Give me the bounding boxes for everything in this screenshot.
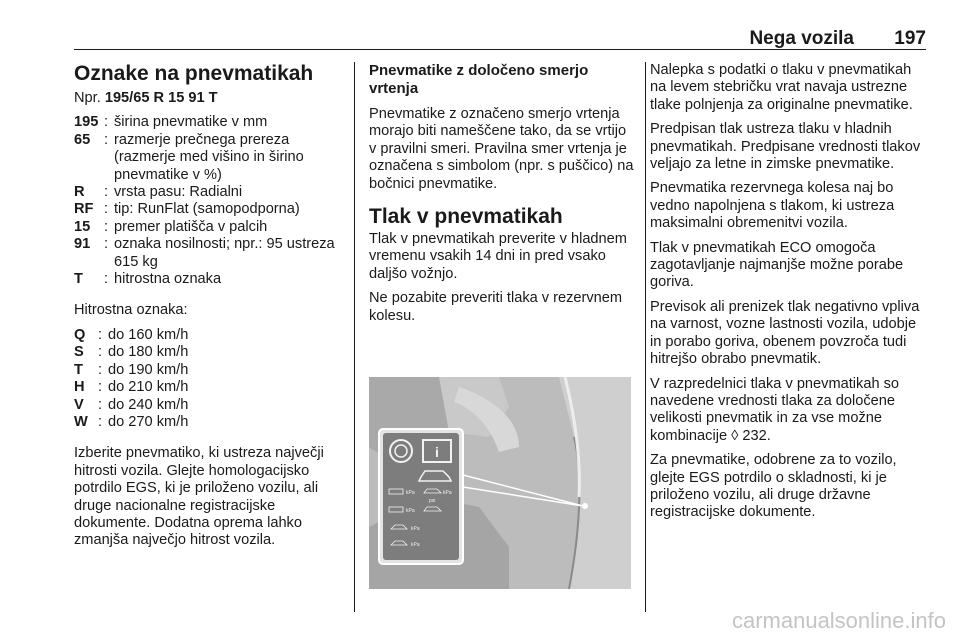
definition-term: RF [74,201,94,218]
definition-term: R [74,184,85,201]
definition-desc: razmerje prečnega prereza (razmerje med višino in širino pnevmatike v %) [114,131,304,183]
label-unit: kPa [411,542,420,548]
definition-term: 65 [74,131,91,148]
column-1 [74,62,342,557]
speed-term: H [74,379,85,396]
speed-row: H : do 210 km/h [74,379,342,396]
example-prefix: Npr. [74,90,101,106]
definition-row: 91 : oznaka nosilnosti; npr.: 95 ustreza 615 kg [74,236,342,271]
definition-row: R : vrsta pasu: Radialni [74,184,342,201]
speed-term: T [74,361,83,378]
watermark: carmanualsonline.info [731,608,946,633]
speed-row: S : do 180 km/h [74,344,342,361]
speed-row: W : do 270 km/h [74,414,342,431]
label-psi: psi [429,498,436,504]
speed-term: Q [74,326,86,343]
directional-tires-heading: Pnevmatike z določeno smerjo vrtenja [369,62,589,97]
body-paragraph: Nalepka s podatki o tlaku v pnevmatikah na levem stebričku vrat navaja ustrezne tlake polnjenja za originalne pnevmatike. [650,62,913,113]
page-number: 197 [894,28,926,49]
definition-row: 195 : širina pnevmatike v mm [74,114,342,131]
spare-wheel-paragraph: Ne pozabite preveriti tlaka v rezervnem kolesu. [369,290,623,324]
tire-markings-heading: Oznake na pnevmatikah [74,62,314,85]
column-2 [369,62,634,332]
definition-term: T [74,271,83,288]
body-paragraph: Tlak v pnevmatikah ECO omogoča zagotavljanje najmanjše možne porabe goriva. [650,239,904,291]
definition-desc: širina pnevmatike v mm [114,114,268,131]
speed-row: Q : do 160 km/h [74,327,342,344]
definition-desc: tip: RunFlat (samopodporna) [114,201,300,218]
page-header [74,28,926,48]
label-unit: kPa [443,490,452,496]
speed-heading: Hitrostna oznaka: [74,302,188,319]
speed-term: S [74,344,84,361]
speed-desc: do 160 km/h [108,326,189,343]
definition-row: 15 : premer platišča v palcih [74,219,342,236]
label-unit: kPa [406,508,415,514]
body-paragraph: Previsok ali prenizek tlak negativno vpliva na varnost, vozne lastnosti vozila, udobje in porabo goriva, obenem povzroča tudi hitrejšo obrabo pnevmatik. [650,298,920,368]
speed-desc: do 210 km/h [108,379,189,396]
speed-term: V [74,396,84,413]
definition-term: 15 [74,218,91,235]
label-unit: kPa [406,490,415,496]
column-divider-2 [645,62,646,612]
speed-term: W [74,413,88,430]
definition-desc: vrsta pasu: Radialni [114,184,243,201]
speed-rating-list [74,327,342,431]
body-paragraph: Pnevmatika rezervnega kolesa naj bo vedno napolnjena s tlakom, ki ustreza maksimalni obremenitvi vozila. [650,180,895,232]
speed-desc: do 240 km/h [108,396,189,413]
speed-row: T : do 190 km/h [74,362,342,379]
header-divider [74,49,926,50]
example-code: 195/65 R 15 91 T [104,90,218,106]
definition-desc: oznaka nosilnosti; npr.: 95 ustreza 615 kg [114,236,335,270]
pressure-check-paragraph: Tlak v pnevmatikah preverite v hladnem vremenu vsakih 14 dni in pred vsako daljšo vožnjo. [369,231,627,282]
definition-row: RF : tip: RunFlat (samopodporna) [74,201,342,218]
label-unit: kPa [411,526,420,532]
speed-desc: do 190 km/h [108,361,189,378]
tire-code-definitions [74,114,342,288]
speed-row: V : do 240 km/h [74,397,342,414]
definition-row: 65 : razmerje prečnega prereza (razmerje med višino in širino pnevmatike v %) [74,132,342,184]
directional-tires-paragraph: Pnevmatike z označeno smerjo vrtenja morajo biti nameščene tako, da se vrtijo v pravilni smeri. Pravilna smer vrtenja je označena s simbolom (npr. s puščico) na bočnici pnevmatike. [369,106,634,192]
speed-closing-paragraph: Izberite pnevmatiko, ki ustreza največji hitrosti vozila. Glejte homologacijsko potrdilo EGS, ki je priloženo vozilu, ali druge nacionalne registracijske dokumente. Dodatna oprema lahko zmanjša največjo hitrost vozila. [74,445,324,549]
column-divider-1 [354,62,355,612]
tire-pressure-heading: Tlak v pnevmatikah [369,205,563,229]
definition-term: 91 [74,236,91,253]
column-3 [650,62,928,529]
definition-term: 195 [74,114,99,131]
definition-desc: premer platišča v palcih [114,218,268,235]
svg-text:i: i [435,444,439,460]
body-paragraph: V razpredelnici tlaka v pnevmatikah so navedene vrednosti tlaka za določene velikosti pnevmatik in za vse možne kombinacije ◊ 232. [650,375,900,444]
tire-pressure-label-illustration [369,377,631,589]
body-paragraph: Predpisan tlak ustreza tlaku v hladnih pnevmatikah. Predpisane vrednosti tlakov veljajo za letne in zimske pnevmatike. [650,121,921,173]
body-paragraph: Za pnevmatike, odobrene za to vozilo, glejte EGS potrdilo o skladnosti, ki je priloženo vozilu, ali druge državne registracijske dokumente. [650,452,897,521]
speed-desc: do 270 km/h [108,413,189,430]
speed-desc: do 180 km/h [108,344,189,361]
example-line [74,90,342,107]
definition-row: T : hitrostna oznaka [74,271,342,288]
definition-desc: hitrostna oznaka [114,271,222,288]
section-title: Nega vozila [749,28,854,49]
door-pillar-illustration [369,377,631,589]
